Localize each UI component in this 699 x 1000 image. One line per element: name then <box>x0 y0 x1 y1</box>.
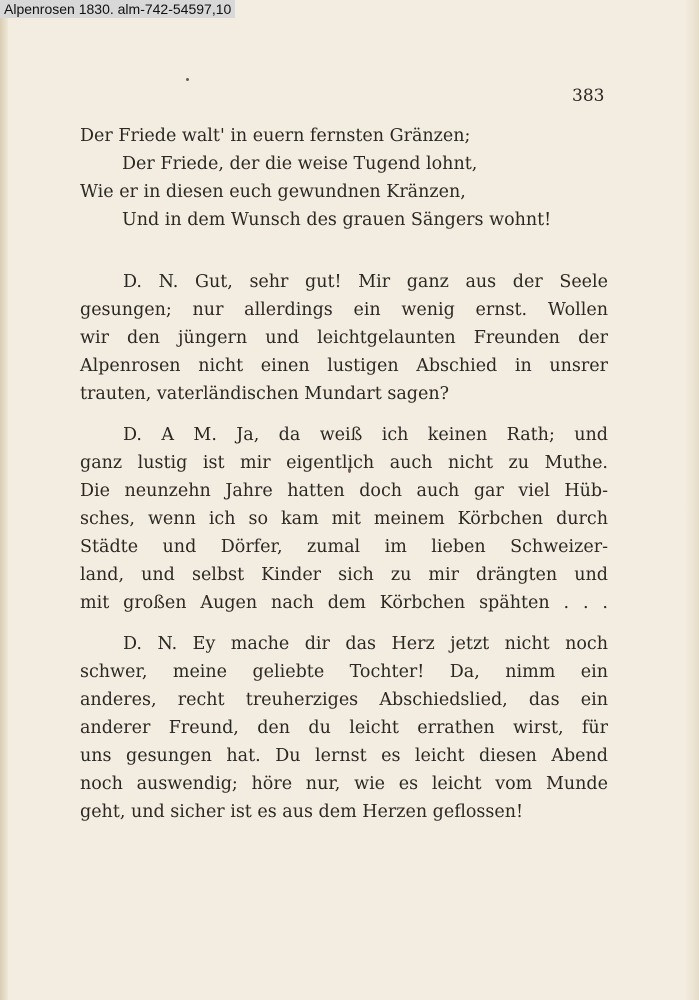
paragraph-line: Die neunzehn Jahre hatten doch auch gar viel Hüb- <box>80 481 608 501</box>
poem-line: Wie er in diesen euch gewundnen Kränzen, <box>80 182 466 202</box>
paragraph-line: sches, wenn ich so kam mit meinem Körbchen durch <box>80 509 608 529</box>
paragraph-line: uns gesungen hat. Du lernst es leicht diesen Abend <box>80 746 608 766</box>
page-right-edge <box>685 0 699 1000</box>
dialogue-paragraph <box>80 421 608 617</box>
paragraph-line: D. N. Gut, sehr gut! Mir ganz aus der Seele <box>123 272 608 292</box>
page-text <box>80 122 608 826</box>
page-number: 383 <box>572 86 605 106</box>
poem-stanza <box>80 122 608 234</box>
paragraph-line: anderes, recht treuherziges Abschiedslied, das ein <box>80 690 608 710</box>
poem-line: Der Friede, der die weise Tugend lohnt, <box>122 154 478 174</box>
paragraph-line: ganz lustig ist mir eigentlich auch nicht zu Muthe. <box>80 453 608 473</box>
paragraph-line: gesungen; nur allerdings ein wenig ernst. Wollen <box>80 300 608 320</box>
source-label: Alpenrosen 1830. alm-742-54597,10 <box>0 0 235 18</box>
paragraph-line: D. N. Ey mache dir das Herz jetzt nicht noch <box>123 634 608 654</box>
paragraph-line: schwer, meine geliebte Tochter! Da, nimm ein <box>80 662 608 682</box>
paragraph-line: wir den jüngern und leichtgelaunten Freunden der <box>80 328 608 348</box>
paragraph-line: land, und selbst Kinder sich zu mir drängten und <box>80 565 608 585</box>
paragraph-line: trauten, vaterländischen Mundart sagen? <box>80 384 449 404</box>
dialogue-paragraph <box>80 268 608 408</box>
paragraph-line: noch auswendig; höre nur, wie es leicht vom Munde <box>80 774 608 794</box>
poem-line: Und in dem Wunsch des grauen Sängers wohnt! <box>122 210 552 230</box>
paragraph-line: Alpenrosen nicht einen lustigen Abschied in unsrer <box>80 356 608 376</box>
paragraph-line: mit großen Augen nach dem Körbchen spähten . . . <box>80 593 608 613</box>
dialogue-paragraph <box>80 630 608 826</box>
poem-line: Der Friede walt' in euern fernsten Gränzen; <box>80 126 471 146</box>
ink-speck <box>186 78 189 81</box>
paragraph-line: anderer Freund, den du leicht errathen wirst, für <box>80 718 608 738</box>
paragraph-line: geht, und sicher ist es aus dem Herzen geflossen! <box>80 802 524 822</box>
page-left-edge <box>0 0 8 1000</box>
paragraph-line: D. A M. Ja, da weiß ich keinen Rath; und <box>123 425 608 445</box>
paragraph-line: Städte und Dörfer, zumal im lieben Schweizer- <box>80 537 608 557</box>
